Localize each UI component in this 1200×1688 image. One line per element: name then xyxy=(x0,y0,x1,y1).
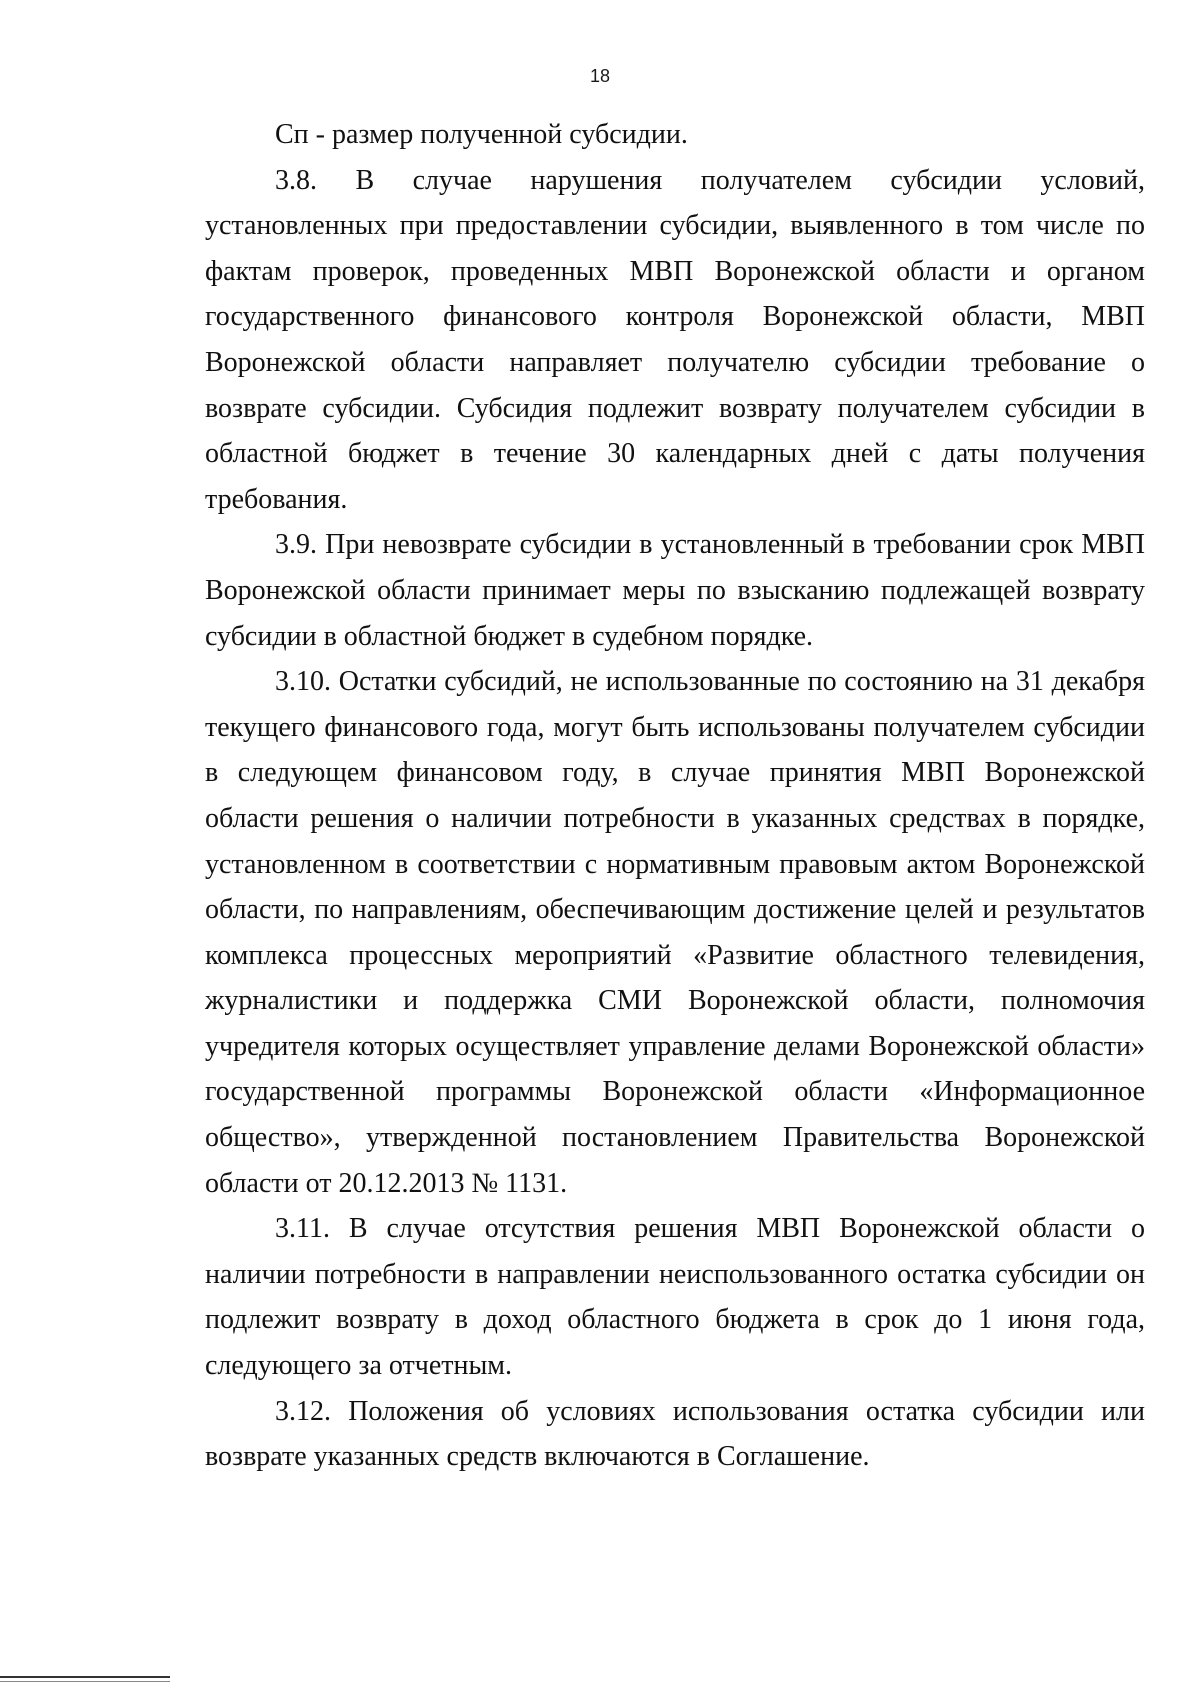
page-number: 18 xyxy=(589,66,611,86)
paragraph-3-9: 3.9. При невозврате субсидии в установленный в требовании срок МВП Воронежской области принимает меры по взысканию подлежащей возврату субсидии в областной бюджет в судебном порядке. xyxy=(205,529,1145,652)
paragraph-3-11: 3.11. В случае отсутствия решения МВП Воронежской области о наличии потребности в направлении неиспользованного остатка субсидии он подлежит возврату в доход областного бюджета в срок до 1 июня года, следующего за отчетным. xyxy=(205,1213,1145,1382)
paragraph-definition-sp: Сп - размер полученной субсидии. xyxy=(275,119,688,150)
scan-edge-line-thin xyxy=(0,1681,170,1682)
paragraph-3-8: 3.8. В случае нарушения получателем субсидии условий, установленных при предоставлении субсидии, выявленного в том числе по фактам проверок, проведенных МВП Воронежской области и органом государственного финансового контроля Воронежской области, МВП Воронежской области направляет получателю субсидии требование о возврате субсидии. Субсидия подлежит возврату получателем субсидии в областной бюджет в течение 30 календарных дней с даты получения требования. xyxy=(205,164,1145,515)
paragraph-3-10: 3.10. Остатки субсидий, не использованные по состоянию на 31 декабря текущего финансового года, могут быть использованы получателем субсидии в следующем финансовом году, в случае принятия МВП Воронежской области решения о наличии потребности в указанных средствах в порядке, установленном в соответствии с нормативным правовым актом Воронежской области, по направлениям, обеспечивающим достижение целей и результатов комплекса процессных мероприятий «Развитие областного телевидения, журналистики и поддержка СМИ Воронежской области, полномочия учредителя которых осуществляет управление делами Воронежской области» государственной программы Воронежской области «Информационное общество», утвержденной постановлением Правительства Воронежской области от 20.12.2013 № 1131. xyxy=(205,666,1145,1199)
scan-edge-line xyxy=(0,1676,170,1678)
document-body xyxy=(205,112,1145,1480)
paragraph-3-12: 3.12. Положения об условиях использования остатка субсидии или возврате указанных средств включаются в Соглашение. xyxy=(205,1395,1145,1473)
